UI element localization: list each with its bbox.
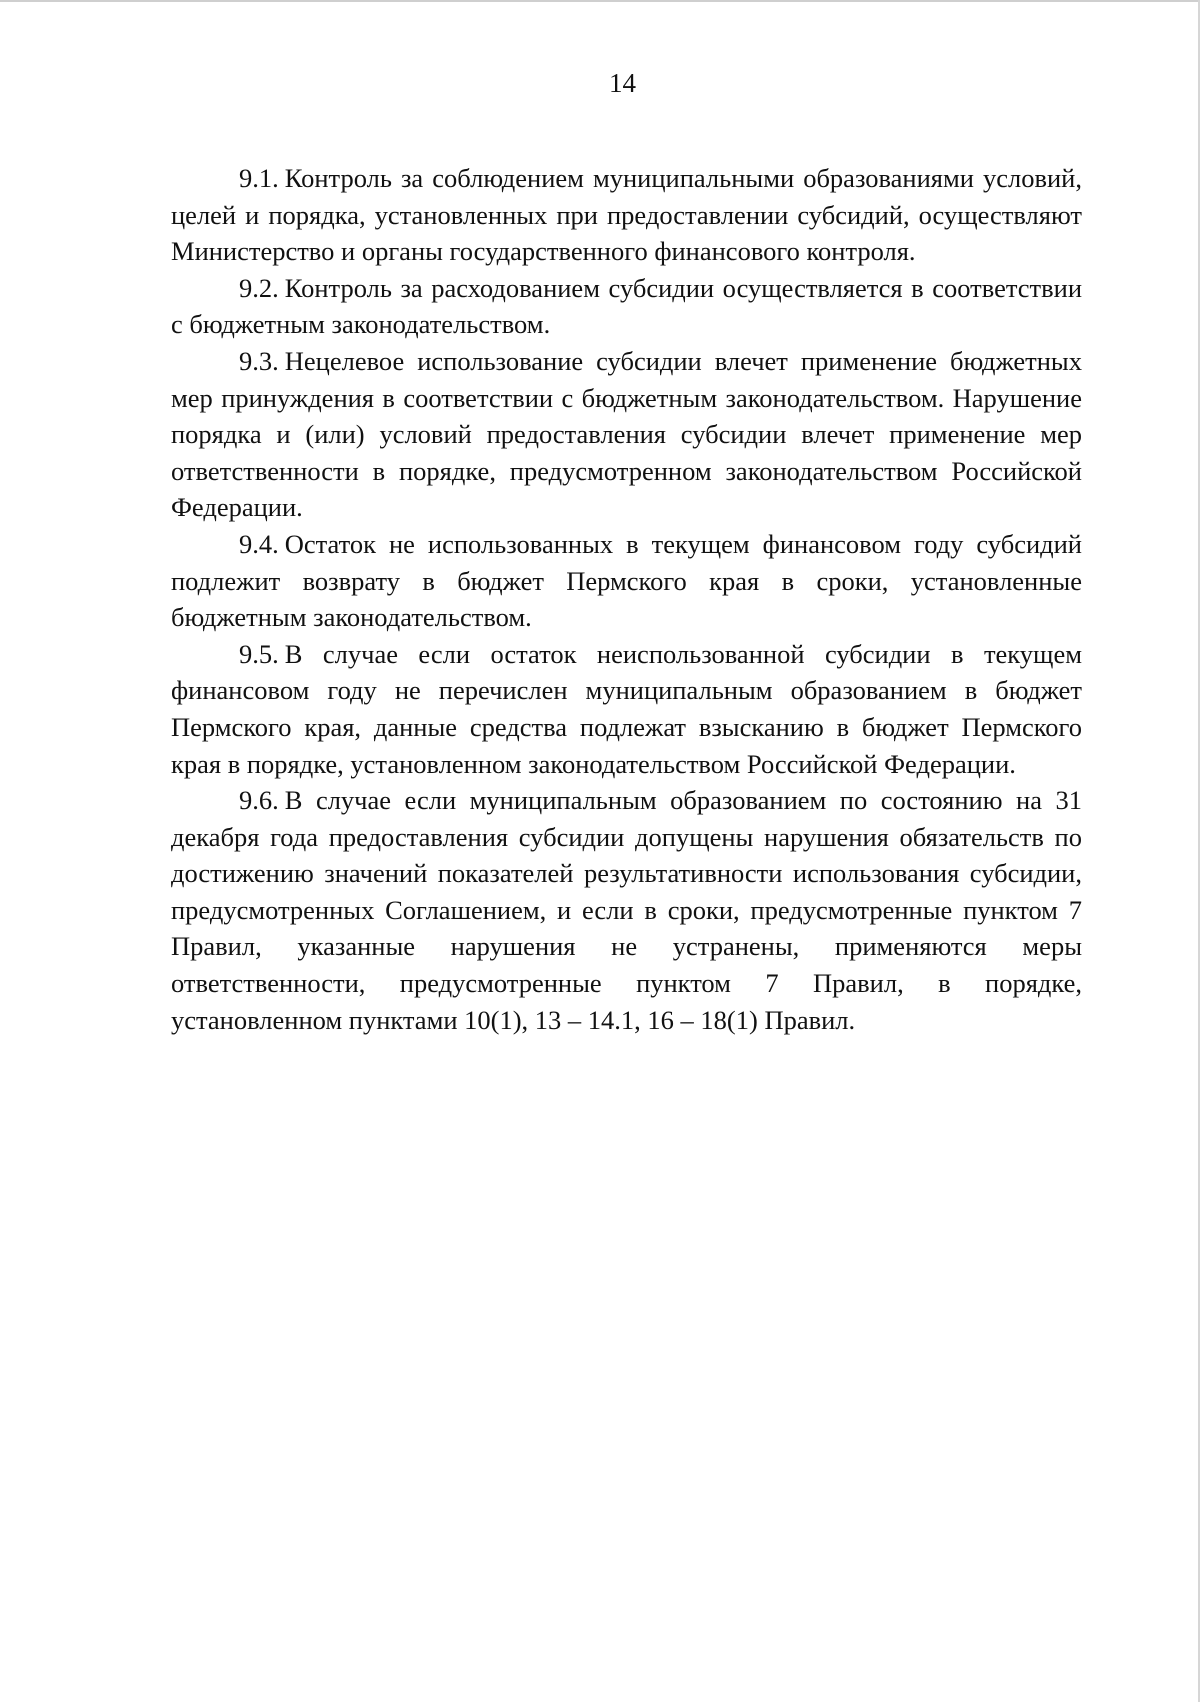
paragraph-9-4	[171, 526, 1082, 636]
paragraph-9-2	[171, 270, 1082, 343]
scan-edge-top	[0, 0, 1200, 2]
paragraph-number: 9.3.	[239, 345, 279, 376]
paragraph-number: 9.2.	[239, 272, 279, 303]
paragraph-9-6	[171, 782, 1082, 1038]
paragraph-9-3	[171, 343, 1082, 526]
paragraph-9-1	[171, 160, 1082, 270]
paragraph-text: Контроль за соблюдением муниципальными образованиями условий, целей и порядка, установленных при предоставлении субсидий, осуществляют Министерство и органы государственного финансового контроля.	[171, 163, 1082, 267]
paragraph-text: В случае если муниципальным образованием по состоянию на 31 декабря года предоставления субсидии допущены нарушения обязательств по достижению значений показателей результативности использования субсидии, предусмотренных Соглашением, и если в сроки, предусмотренные пунктом 7 Правил, указанные нарушения не устранены, применяются меры ответственности, предусмотренные пунктом 7 Правил, в порядке, установленном пунктами 10(1), 13 – 14.1, 16 – 18(1) Правил.	[171, 785, 1082, 1035]
document-body	[171, 160, 1082, 1038]
paragraph-9-5	[171, 636, 1082, 782]
page-number: 14	[609, 68, 636, 98]
paragraph-text: Контроль за расходованием субсидии осуществляется в соответствии с бюджетным законодательством.	[171, 272, 1082, 340]
paragraph-text: Остаток не использованных в текущем финансовом году субсидий подлежит возврату в бюджет Пермского края в сроки, установленные бюджетным законодательством.	[171, 528, 1082, 633]
paragraph-number: 9.1.	[239, 163, 279, 193]
paragraph-number: 9.5.	[239, 638, 279, 669]
paragraph-text: Нецелевое использование субсидии влечет применение бюджетных мер принуждения в соответствии с бюджетным законодательством. Нарушение порядка и (или) условий предоставления субсидии влечет применение мер ответственности в порядке, предусмотренном законодательством Российской Федерации.	[171, 345, 1082, 523]
paragraph-number: 9.6.	[239, 785, 279, 816]
paragraph-number: 9.4.	[239, 528, 279, 559]
paragraph-text: В случае если остаток неиспользованной субсидии в текущем финансовом году не перечислен муниципальным образованием в бюджет Пермского края, данные средства подлежат взысканию в бюджет Пермского края в порядке, установленном законодательством Российской Федерации.	[171, 638, 1082, 779]
